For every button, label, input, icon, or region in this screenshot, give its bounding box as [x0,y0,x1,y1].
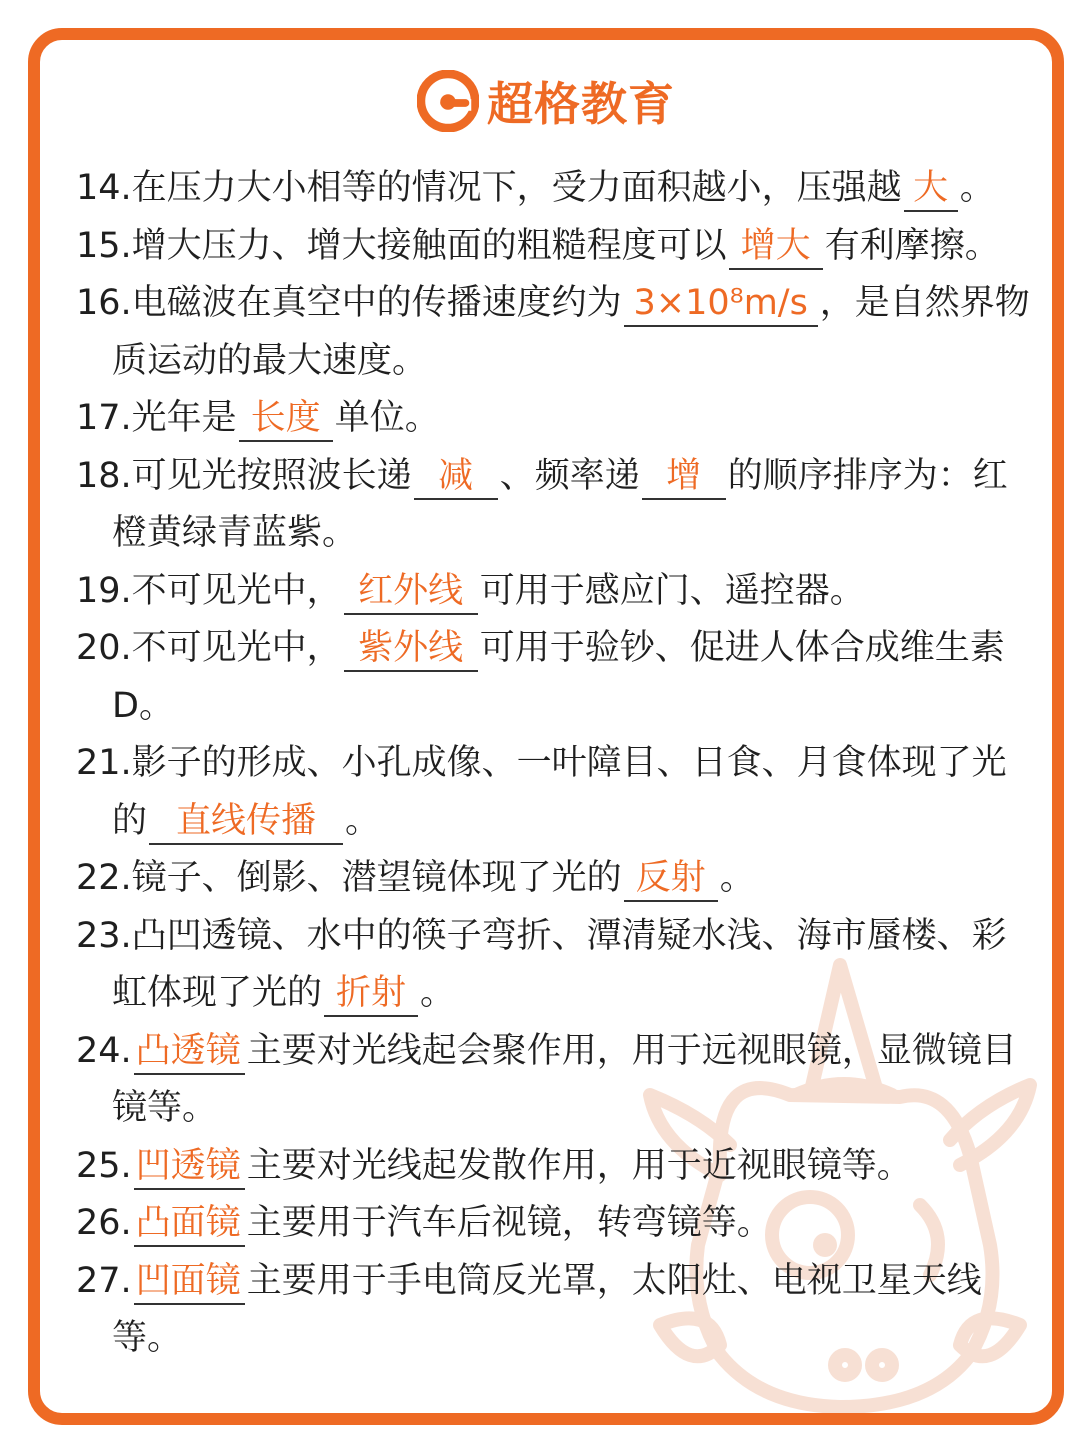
answer-blank: 长度 [239,396,333,442]
answer-blank: 3×10⁸m/s [624,281,818,327]
list-item: 25. 凹透镜 主要对光线起发散作用，用于近视眼镜等。 [76,1138,1034,1196]
list-item: 27. 凹面镜 主要用于手电筒反光罩，太阳灶、电视卫星天线等。 [76,1260,982,1358]
list-item: 20.不可见光中， 紫外线 可用于验钞、促进人体合成维生素D。 [76,628,1005,726]
list-item: 17.光年是 长度 单位。 [76,390,1034,448]
list-item: 16.电磁波在真空中的传播速度约为 3×10⁸m/s ，是自然界物质运动的最大速度。 [76,283,1030,381]
answer-blank: 折射 [324,971,418,1017]
answer-blank: 凹透镜 [134,1144,245,1190]
content-card [28,28,1064,1425]
answer-blank: 凸面镜 [134,1201,245,1247]
answer-blank: 大 [904,166,958,212]
answer-blank: 红外线 [344,569,478,615]
list-item: 14.在压力大小相等的情况下，受力面积越小，压强越 大 。 [76,160,1034,218]
answer-blank: 直线传播 [149,799,343,845]
list-item: 15.增大压力、增大接触面的粗糙程度可以 增大 有利摩擦。 [76,218,1034,276]
list-item: 21.影子的形成、小孔成像、一叶障目、日食、月食体现了光的 直线传播 。 [76,735,1034,850]
answer-blank: 凹面镜 [134,1259,245,1305]
list-item: 24. 凸透镜 主要对光线起会聚作用，用于远视眼镜，显微镜目镜等。 [76,1030,1017,1128]
answer-blank: 增大 [729,224,823,270]
answer-blank: 反射 [624,856,718,902]
answer-blank: 减 [414,454,498,500]
notes-list [76,160,1034,1368]
answer-blank: 增 [642,454,726,500]
list-item: 23.凸凹透镜、水中的筷子弯折、潭清疑水浅、海市蜃楼、彩虹体现了光的 折射 。 [76,908,1034,1023]
list-item: 19.不可见光中， 红外线 可用于感应门、遥控器。 [76,563,1034,621]
answer-blank: 凸透镜 [134,1029,245,1075]
brand-header [40,68,1052,134]
g-circle-logo-icon [417,70,479,132]
list-item: 18.可见光按照波长递 减 、频率递 增 的顺序排序为：红橙黄绿青蓝紫。 [76,455,1008,553]
list-item: 26. 凸面镜 主要用于汽车后视镜，转弯镜等。 [76,1195,1034,1253]
brand-name: 超格教育 [487,77,675,131]
answer-blank: 紫外线 [344,626,478,672]
list-item: 22.镜子、倒影、潜望镜体现了光的 反射 。 [76,850,1034,908]
